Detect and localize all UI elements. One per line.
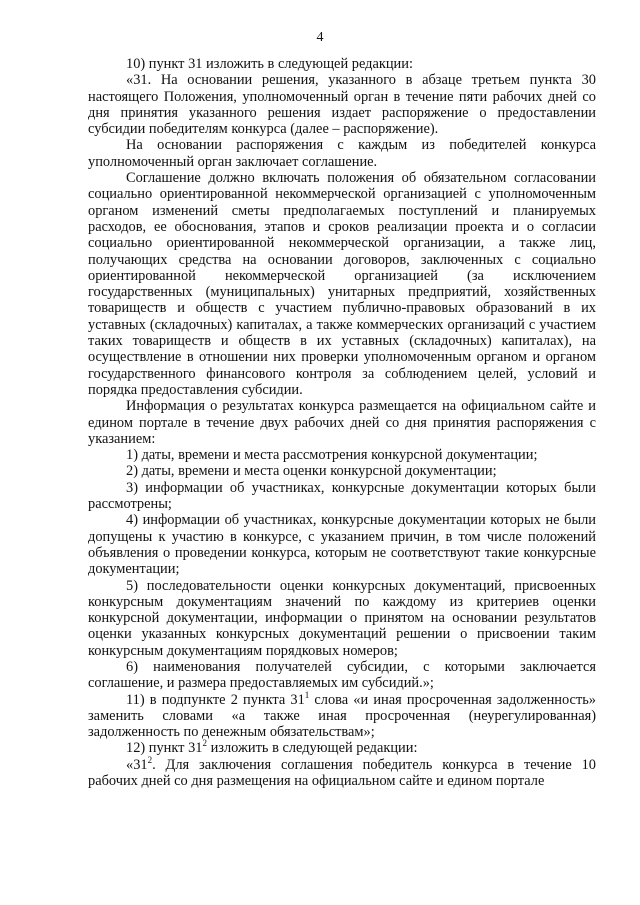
paragraph-item-10: 10) пункт 31 изложить в следующей редакции:: [126, 56, 413, 72]
paragraph-text: 12) пункт 31: [126, 740, 203, 757]
superscript: 2: [202, 738, 207, 749]
superscript: 2: [147, 754, 153, 765]
document-body: [88, 56, 596, 789]
paragraph-point-31: «31. На основании решения, указанного в абзаце третьем пункта 30 настоящего Положения, уполномоченный орган в течение пяти рабочих дней со дня принятия указанного решения издает распоряжение о предоставлении субсидии победителям конкурса (далее – распоряжение).: [88, 72, 596, 138]
list-item-5: 5) последовательности оценки конкурсных документаций, присвоенных конкурсным документациям значений по каждому из критериев оценки конкурсной документации, информации о принятом на основании результатов оценки указанных конкурсных документаций решении о присвоении таким конкурсным документациям порядковых номеров;: [88, 577, 596, 659]
paragraph-text: «31: [126, 756, 148, 773]
paragraph-text: изложить в следующей редакции:: [206, 740, 418, 757]
paragraph-results-info: Информация о результатах конкурса размещается на официальном сайте и едином портале в течение двух рабочих дней со дня принятия распоряжения с указанием:: [88, 398, 596, 447]
paragraph-text: 11) в подпункте 2 пункта 31: [126, 691, 305, 708]
list-item-1: 1) даты, времени и места рассмотрения конкурсной документации;: [126, 447, 538, 464]
paragraph-point-31-2: [88, 754, 596, 790]
paragraph-agreement-content: Соглашение должно включать положения об обязательном согласовании социально ориентированной некоммерческой организацией с уполномоченным органом изменений сметы предполагаемых поступлений и планируемых расходов, ее обоснования, этапов и сроков реализации проекта и о согласии социально ориентированной некоммерческой организации, а также лиц, получающих средства на основании договоров, заключенных с социально ориентированной некоммерческой организацией (за исключением государственных (муниципальных) унитарных предприятий, хозяйственных товариществ и обществ с участием публично-правовых образований в их уставных (складочных) капиталах, а также коммерческих организаций с участием таких товариществ и обществ в их уставных (складочных) капиталах), на осуществление в отношении них проверки уполномоченным органом и органом государственного финансового контроля за соблюдением целей, условий и порядка предоставления субсидии.: [88, 170, 596, 398]
page-number: 4: [316, 30, 324, 45]
paragraph-item-11: [88, 689, 596, 741]
list-item-6: 6) наименования получателей субсидии, с которыми заключается соглашение, и размера предоставляемых им субсидий.»;: [88, 658, 596, 692]
list-item-3: 3) информации об участниках, конкурсные документации которых были рассмотрены;: [88, 479, 596, 513]
paragraph-agreement: На основании распоряжения с каждым из победителей конкурса уполномоченный орган заключает соглашение.: [88, 137, 596, 170]
list-item-2: 2) даты, времени и места оценки конкурсной документации;: [126, 463, 497, 480]
list-item-4: 4) информации об участниках, конкурсные документации которых не были допущены к участию в конкурсе, с указанием причин, в том числе положений объявления о проведении конкурса, которым не соответствуют такие конкурсные документации;: [88, 512, 596, 578]
paragraph-text: . Для заключения соглашения победитель конкурса в течение 10 рабочих дней со дня размещения на официальном сайте и едином портале: [88, 756, 596, 790]
paragraph-item-12: [88, 740, 596, 756]
paragraph-text: слова «и иная просроченная задолженность» заменить словами «а также иная просроченная (неурегулированная) задолженность по денежным обязательствам»;: [88, 691, 596, 741]
superscript: 1: [304, 689, 310, 700]
